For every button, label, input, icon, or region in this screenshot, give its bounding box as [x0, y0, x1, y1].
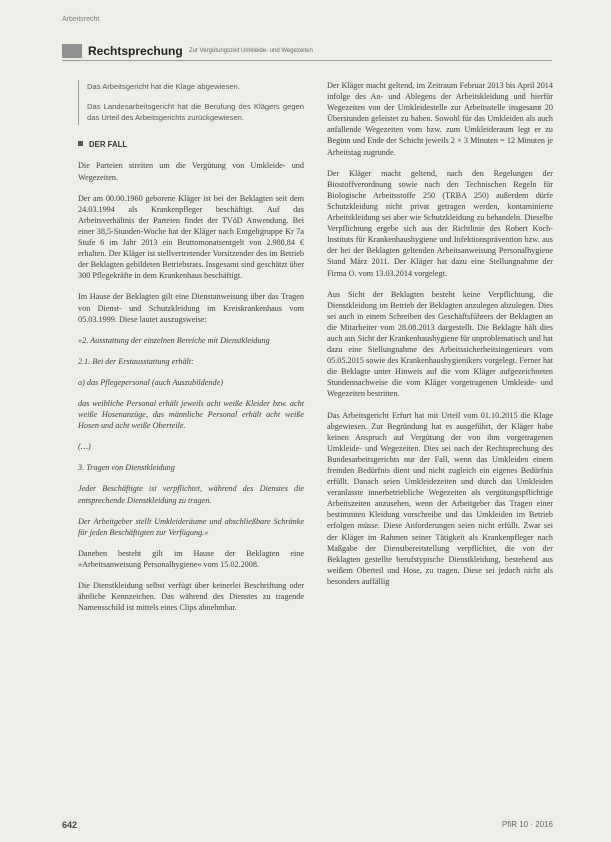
paragraph: Der Kläger macht geltend, nach den Regelungen der Biostoffverordnung sowie nach den Technischen Regeln für Biologische Arbeitsstoffe 250 (TRBA 250) außerdem dürfe Schutzkleidung nicht privat getragen werden, kontaminierte Arbeitskleidung sei aber wie Schutzkleidung zu behandeln. Dieselbe Verpflichtung ergebe sich aus der Richtlinie des Robert Koch-Instituts für Krankenhaushygiene und Infektionsprävention bzw. aus der bei der Beklagten geltenden Arbeitsanweisung Personalhygiene Stand März 2011. Der Kläger hat dazu eine Stellungnahme der Firma O. vom 13.03.2014 vorgelegt. [327, 168, 553, 278]
heading-square-icon [78, 141, 83, 146]
paragraph: (…) [78, 442, 91, 452]
summary-box [78, 80, 304, 125]
left-column [78, 80, 304, 623]
right-column [327, 80, 553, 597]
header-title: Rechtsprechung [88, 44, 183, 58]
paragraph: a) das Pflegepersonal (auch Auszubildende) [78, 377, 223, 387]
summary-line: Das Landesarbeitsgericht hat die Berufung des Klägers gegen das Urteil des Arbeitsgerichts zurückgewiesen. [87, 101, 304, 122]
section-heading: DER FALL [78, 139, 304, 150]
paragraph: 2.1. Bei der Erstausstattung erhält: [78, 356, 194, 366]
paragraph: Der am 00.00.1960 geborene Kläger ist bei der Beklagten seit dem 24.03.1994 als Krankenpfleger beschäftigt. Auf das Arbeitsverhältnis der Parteien findet der TVöD Anwendung. Bei einer 38,5-Stunden-Woche hat der Kläger nach Entgeltgruppe Kr 7a Stufe 6 im Jahr 2013 ein Bruttomonatsentgelt von 2.980,84 € erhalten. Der Kläger ist stellvertretender Vorsitzender des im Betrieb der Beklagten gebildeten Betriebsrats. Insgesamt sind geschätzt über 300 Pflegekräfte in dem Krankenhaus beschäftigt. [78, 193, 304, 281]
journal-footer: PfiR 10 · 2016 [501, 820, 553, 829]
left-body [78, 160, 304, 613]
paragraph: Jeder Beschäftigte ist verpflichtet, während des Dienstes die entsprechende Dienstkleidung zu tragen. [78, 484, 304, 505]
right-body [327, 80, 553, 587]
header-subtitle: Zur Vergütungszeit Umkleide- und Wegezeiten [189, 48, 313, 54]
paragraph: Der Arbeitgeber stellt Umkleideräume und abschließbare Schränke für jeden Beschäftigten zur Verfügung.« [78, 516, 304, 537]
paragraph: Daneben besteht gilt im Hause der Beklagten eine »Arbeitsanweisung Personalhygiene« vom 15.02.2008. [78, 548, 304, 569]
paragraph: Die Parteien streiten um die Vergütung von Umkleide- und Wegezeiten. [78, 161, 304, 182]
page-number: 642 [62, 820, 78, 830]
paragraph: 3. Tragen von Dienstkleidung [78, 463, 175, 473]
header-rule [62, 60, 552, 61]
paragraph: »2. Ausstattung der einzelnen Bereiche mit Dienstkleidung [78, 335, 270, 345]
paragraph: Der Kläger macht geltend, im Zeitraum Februar 2013 bis April 2014 infolge des An- und Ablegens der Arbeitskleidung und hierfür Wegezeiten von der Umkleidestelle zur Arbeitsstelle insgesamt 20 Überstunden geleistet zu haben. Sowohl für das Umkleiden als auch anfallende Wegezeiten vom bzw. zum Umkleideraum legt er zu Beginn und Ende der Schicht jeweils 2 × 3 Minuten = 12 Minuten je Arbeitstag zugrunde. [327, 81, 553, 157]
section-tag: Arbeitsrecht [62, 16, 100, 23]
paragraph: das weibliche Personal erhält jeweils acht weiße Kleider bzw. acht weiße Hosenanzüge, das männliche Personal erhält acht weiße Hosen und acht weiße Oberteile. [78, 398, 304, 431]
paragraph: Im Hause der Beklagten gilt eine Dienstanweisung über das Tragen von Dienst- und Schutzkleidung im Kreiskrankenhaus vom 05.03.1999. Diese lautet auszugsweise: [78, 292, 304, 324]
header-marker [62, 44, 82, 58]
paragraph: Aus Sicht der Beklagten besteht keine Verpflichtung, die Dienstkleidung im Betrieb der Beklagten anzulegen abzulegen. Dies sei auch in einem Schreiben des Geschäftsführers der Beklagten an die Mitarbeiter vom 28.08.2013 dargestellt. Die Beklagte hält dies auch aus Sicht der Krankenhaushygiene für unproblematisch und hat dazu eine Stellungnahme des Arbeitssicherheitsingenieurs vom 05.05.2015 sowie des Krankenhaushygienikers vorgelegt. Ferner hat die Beklagte unter Hinweis auf die vom Kläger aufgezeichneten Stundennachweise die vom Kläger vorgetragenen Umkleide- und Wegezeiten bestritten. [327, 289, 553, 399]
paragraph: Die Dienstkleidung selbst verfügt über keinerlei Beschriftung oder ähnliche Kennzeichen. Das während des Dienstes zu tragende Namensschild ist mittels eines Clips abnehmbar. [78, 581, 304, 613]
summary-line: Das Arbeitsgericht hat die Klage abgewiesen. [87, 82, 240, 91]
paragraph: Das Arbeitsgericht Erfurt hat mit Urteil vom 01.10.2015 die Klage abgewiesen. Zur Begründung hat es ausgeführt, der Kläger habe keinen Anspruch auf Vergütung der von ihm vorgetragenen Umkleide- und Wegezeiten. Dies sei nach der Rechtsprechung des Bundesarbeitsgerichts nur der Fall, wenn das Umkleiden einem fremden Bedürfnis dient und nicht zugleich ein eigenes Bedürfnis erfüllt. Danach seien Umkleidezeiten und durch das Umkleiden veranlasste innerbetriebliche Wegezeiten als vergütungspflichtige Arbeitszeiten anzusehen, wenn der Arbeitgeber das Tragen einer bestimmten Kleidung vorschreibe und das Umkleiden im Betrieb erfolgen müsse. Diese Anforderungen seien nicht erfüllt. Zwar sei der Kläger im Rahmen seiner Tätigkeit als Krankenpfleger nach Maßgabe der Dienstbereitstellung verpflichtet, die von der Beklagten gestellte berufstypische Dienstkleidung, bestehend aus weißem Oberteil und Hose, zu tragen. Diese sei jedoch nicht als besonders auffällig [327, 410, 553, 586]
